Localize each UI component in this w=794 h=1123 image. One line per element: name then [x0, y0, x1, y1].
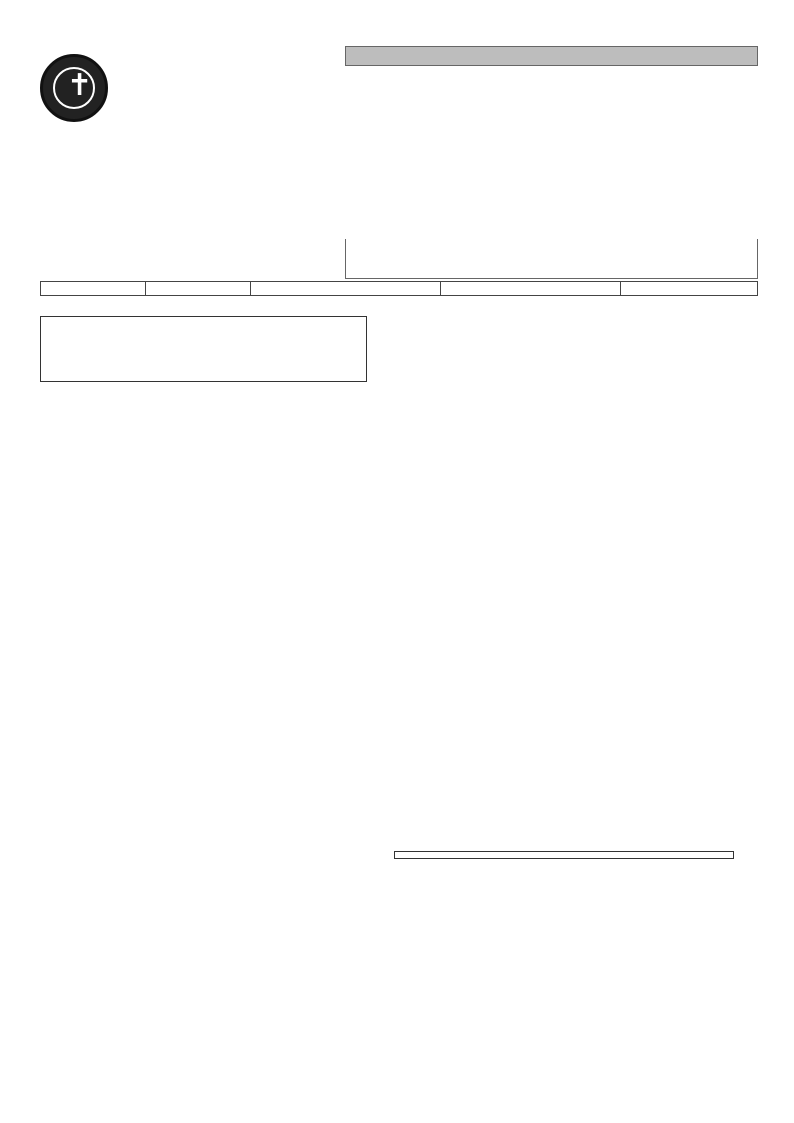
left-column-notices — [40, 385, 370, 995]
rosary-box — [394, 851, 734, 859]
stat-communion — [441, 282, 621, 295]
stat-entrance — [146, 282, 251, 295]
stat-dismissal — [621, 282, 757, 295]
liturgy-table — [345, 46, 758, 239]
rosary-title — [394, 833, 734, 851]
psalm-sheet-music — [150, 1012, 690, 1097]
header-bar — [40, 20, 758, 38]
right-column-notices — [386, 298, 758, 843]
rosary-schedule — [394, 833, 734, 1001]
liturgy-title — [345, 46, 758, 66]
parish-logo: ✝ — [40, 54, 108, 122]
mass-stats-bar — [40, 281, 758, 296]
stat-mass-hymn — [41, 282, 146, 295]
stat-offertory — [251, 282, 441, 295]
debt-notice-box — [40, 316, 367, 382]
liaison-info — [345, 239, 758, 279]
